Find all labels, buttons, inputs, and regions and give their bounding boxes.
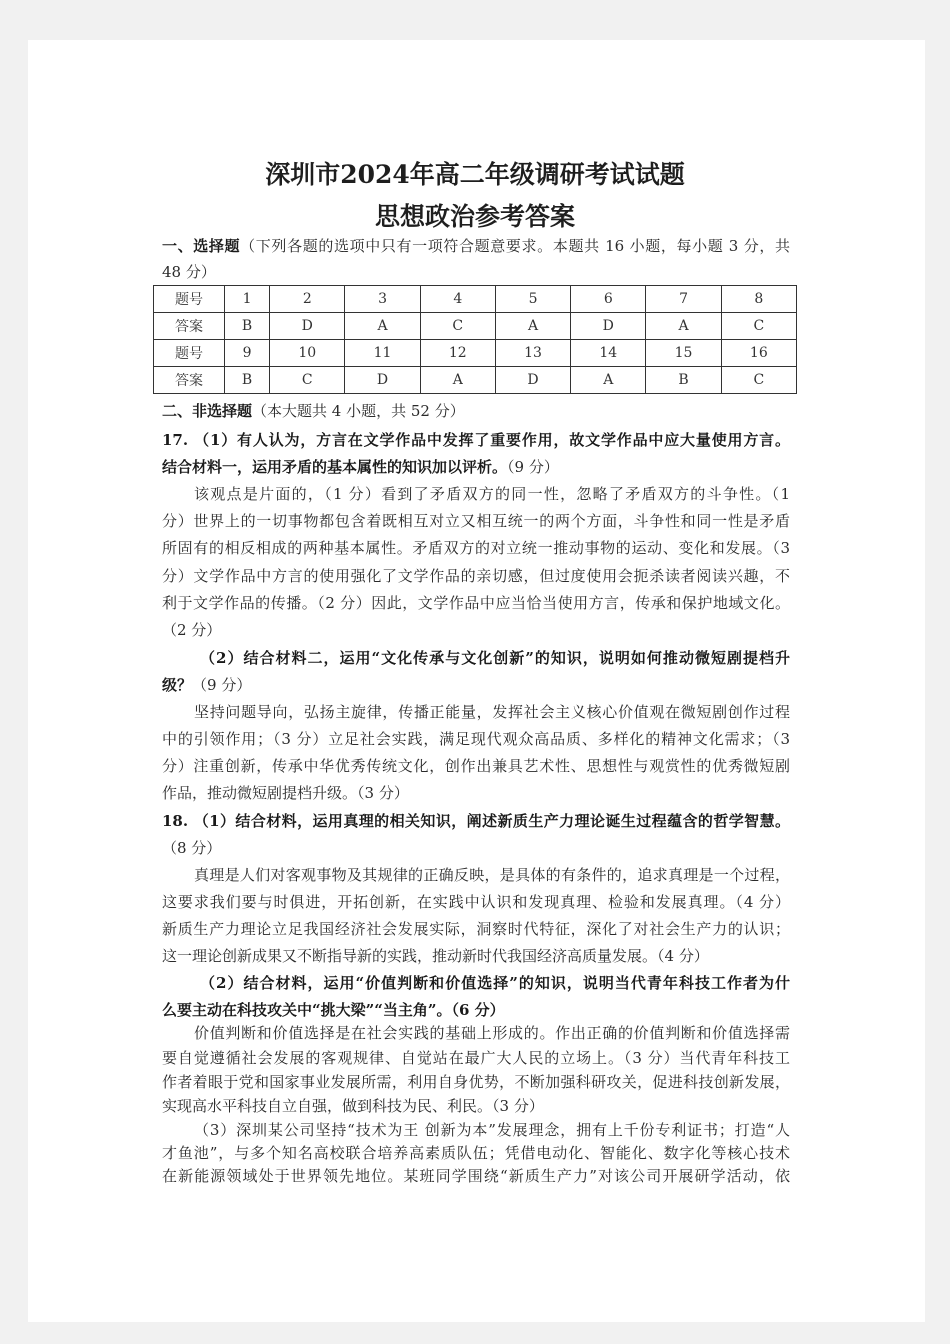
answer-line: 要自觉遵循社会发展的客观规律、自觉站在最广大人民的立场上。（3 分）当代青年科技工 <box>162 1049 790 1067</box>
question-17-2: （2）结合材料二，运用“文化传承与文化创新”的知识，说明如何推动微短剧提档升 <box>200 649 790 667</box>
table-row <box>154 367 797 394</box>
table-cell: A <box>495 313 570 340</box>
question-18-3: （3）深圳某公司坚持“技术为王 创新为本”发展理念，拥有上千份专利证书；打造“人 <box>194 1121 790 1139</box>
question-line <box>162 457 790 477</box>
answer-line: 坚持问题导向，弘扬主旋律，传播正能量，发挥社会主义核心价值观在微短剧创作过程 <box>194 703 790 721</box>
table-cell: 8 <box>721 286 796 313</box>
score: （9 分） <box>192 676 252 694</box>
answer-line: 新质生产力理论立足我国经济社会发展实际，洞察时代特征，深化了对社会生产力的认识； <box>162 920 790 938</box>
table-cell: D <box>345 367 420 394</box>
answer-line: 真理是人们对客观事物及其规律的正确反映，是具体的有条件的，追求真理是一个过程， <box>194 866 790 884</box>
answer-line: 实现高水平科技自立自强，做到科技为民、利民。（3 分） <box>162 1097 544 1115</box>
table-cell: A <box>420 367 495 394</box>
table-cell: 7 <box>646 286 721 313</box>
answer-line: 这要求我们要与时俱进，开拓创新，在实践中认识和发现真理、检验和发展真理。（4 分） <box>162 893 790 911</box>
table-row <box>154 286 797 313</box>
answer-line: 作者着眼于党和国家事业发展所需，利用自身优势，不断加强科研攻关，促进科技创新发展， <box>162 1073 790 1091</box>
table-cell: B <box>646 367 721 394</box>
section1-heading-line <box>162 236 790 256</box>
table-cell: D <box>495 367 570 394</box>
question-text: 结合材料一，运用矛盾的基本属性的知识加以评析。 <box>162 458 508 476</box>
table-cell: C <box>270 367 345 394</box>
document-title: 深圳市2024年高二年级调研考试试题 <box>265 160 685 189</box>
table-row <box>154 340 797 367</box>
table-cell: 3 <box>345 286 420 313</box>
table-cell: 11 <box>345 340 420 367</box>
section1-note-cont: 48 分） <box>162 263 216 281</box>
document-subtitle: 思想政治参考答案 <box>374 202 575 231</box>
table-cell: D <box>270 313 345 340</box>
answer-line: 价值判断和价值选择是在社会实践的基础上形成的。作出正确的价值判断和价值选择需 <box>194 1024 790 1042</box>
answer-line: 分）注重创新，传承中华优秀传统文化，创作出兼具艺术性、思想性与观赏性的优秀微短剧 <box>162 757 790 775</box>
answer-line: 分）文学作品中方言的使用强化了文学作品的亲切感，但过度使用会扼杀读者阅读兴趣，不 <box>162 567 790 585</box>
table-cell: 15 <box>646 340 721 367</box>
table-cell: C <box>420 313 495 340</box>
table-cell: 9 <box>225 340 270 367</box>
question-18-1: 18. （1）结合材料，运用真理的相关知识，阐述新质生产力理论诞生过程蕴含的哲学智慧。 <box>162 812 790 830</box>
table-cell: 题号 <box>154 340 225 367</box>
question-17-1: 17. （1）有人认为，方言在文学作品中发挥了重要作用，故文学作品中应大量使用方言。 <box>162 431 790 449</box>
table-cell: 答案 <box>154 367 225 394</box>
table-cell: 14 <box>571 340 646 367</box>
score: （8 分） <box>162 839 222 857</box>
answer-line: 作品，推动微短剧提档升级。（3 分） <box>162 784 409 802</box>
section1-heading: 一、选择题 <box>162 237 241 255</box>
question-18-2: （2）结合材料，运用“价值判断和价值选择”的知识，说明当代青年科技工作者为什 <box>200 974 790 992</box>
table-cell: C <box>721 313 796 340</box>
table-cell: C <box>721 367 796 394</box>
answer-line: （2 分） <box>162 621 222 639</box>
table-cell: A <box>571 367 646 394</box>
table-cell: 12 <box>420 340 495 367</box>
answer-line: 所固有的相反相成的两种基本属性。矛盾双方的对立统一推动事物的运动、变化和发展。（3 <box>162 539 790 557</box>
question-line: 才鱼池”，与多个知名高校联合培养高素质队伍；凭借电动化、智能化、数字化等核心技术 <box>162 1144 790 1162</box>
answer-line: 该观点是片面的，（1 分）看到了矛盾双方的同一性，忽略了矛盾双方的斗争性。（1 <box>194 485 790 503</box>
answer-line: 分）世界上的一切事物都包含着既相互对立又相互统一的两个方面，斗争性和同一性是矛盾 <box>162 512 790 530</box>
section2-heading-line <box>162 401 790 421</box>
section1-note: （下列各题的选项中只有一项符合题意要求。本题共 16 小题，每小题 3 分，共 <box>240 237 790 255</box>
score: （9 分） <box>507 458 559 476</box>
table-cell: 2 <box>270 286 345 313</box>
table-cell: B <box>225 367 270 394</box>
table-cell: B <box>225 313 270 340</box>
table-cell: 5 <box>495 286 570 313</box>
answer-line: 这一理论创新成果又不断指导新的实践，推动新时代我国经济高质量发展。（4 分） <box>162 947 709 965</box>
question-line: 在新能源领域处于世界领先地位。某班同学围绕“新质生产力”对该公司开展研学活动，依 <box>162 1167 790 1185</box>
section2-heading: 二、非选择题 <box>162 402 253 420</box>
table-cell: 1 <box>225 286 270 313</box>
question-line <box>162 675 790 695</box>
table-row <box>154 313 797 340</box>
table-cell: 4 <box>420 286 495 313</box>
question-line: 么要主动在科技攻关中“挑大梁”“当主角”。（6 分） <box>162 1001 505 1019</box>
table-cell: 16 <box>721 340 796 367</box>
table-cell: A <box>345 313 420 340</box>
table-cell: 答案 <box>154 313 225 340</box>
table-cell: A <box>646 313 721 340</box>
answer-table <box>153 285 797 394</box>
table-cell: 6 <box>571 286 646 313</box>
answer-line: 中的引领作用；（3 分）立足社会实践，满足现代观众高品质、多样化的精神文化需求；（3 <box>162 730 790 748</box>
question-text: 级？ <box>162 676 193 694</box>
table-cell: 题号 <box>154 286 225 313</box>
table-cell: 13 <box>495 340 570 367</box>
section2-note: （本大题共 4 小题，共 52 分） <box>252 402 465 420</box>
table-cell: D <box>571 313 646 340</box>
answer-line: 利于文学作品的传播。（2 分）因此，文学作品中应当恰当使用方言，传承和保护地域文化。 <box>162 594 790 612</box>
table-cell: 10 <box>270 340 345 367</box>
